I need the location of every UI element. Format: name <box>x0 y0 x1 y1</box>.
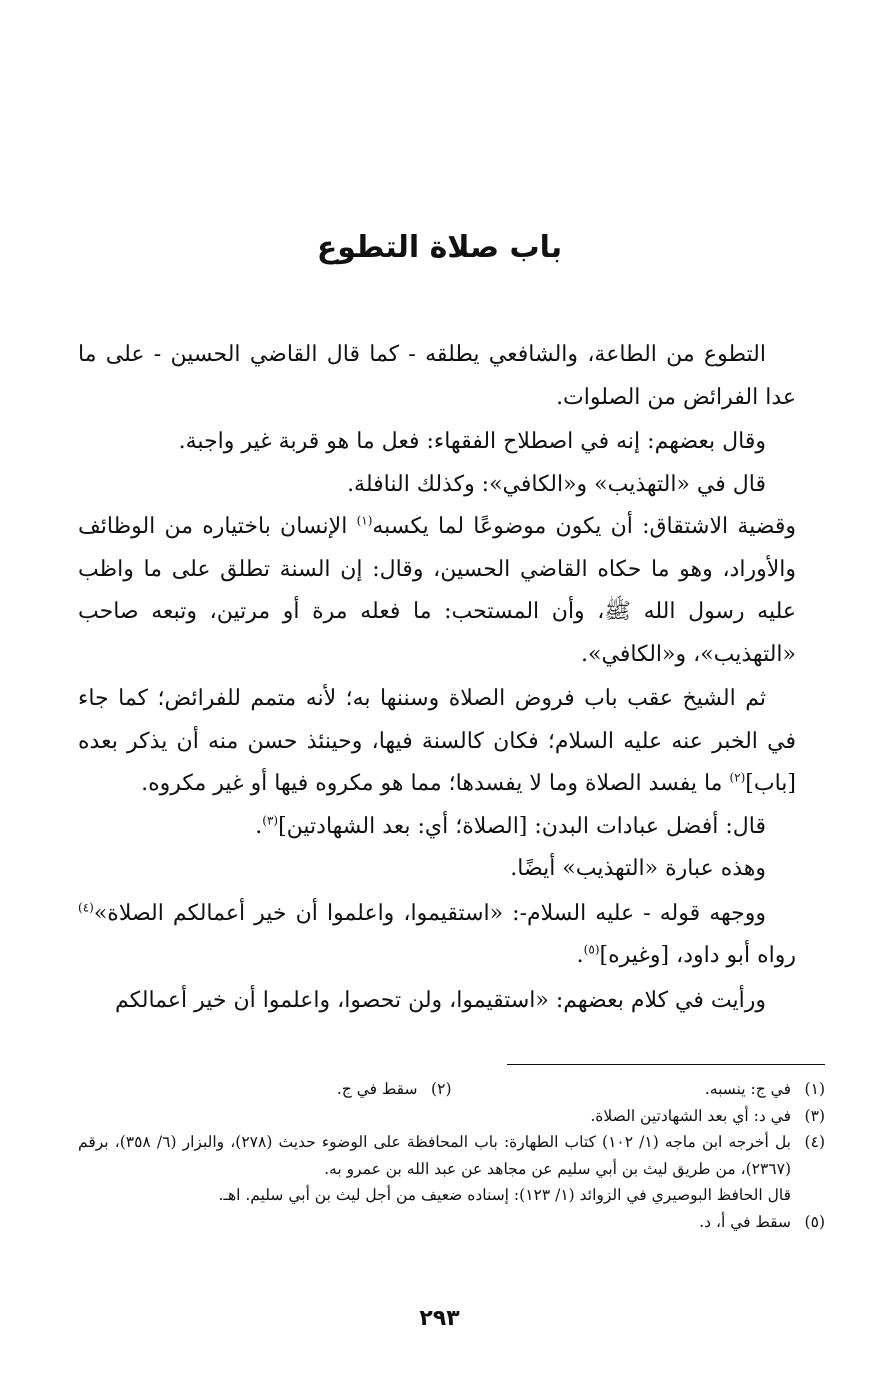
paragraph-4 <box>78 506 796 676</box>
footnote-5-number: (٥) <box>804 1212 825 1231</box>
footnote-divider <box>507 1064 825 1065</box>
paragraph-8-text-c: . <box>576 943 584 968</box>
footnote-ref-5: (٥) <box>583 942 600 957</box>
footnotes <box>78 1076 825 1235</box>
paragraph-6-text-b: . <box>255 813 263 839</box>
paragraph-5 <box>78 678 796 806</box>
footnote-1-number: (١) <box>804 1080 825 1098</box>
main-text <box>78 334 796 1022</box>
paragraph-5-text-a: ثم الشيخ عقب باب فروض الصلاة وسننها به؛ لأنه متمم للفرائض؛ كما جاء في الخبر عنه عليه السلام؛ فكان كالسنة فيها، وحينئذ حسن منه أن يذكر بعده [باب] <box>78 686 796 796</box>
paragraph-9: ورأيت في كلام بعضهم: «استقيموا، ولن تحصوا، واعلموا أن خير أعمالكم <box>114 987 766 1013</box>
paragraph-6 <box>78 806 796 849</box>
footnote-5-text: سقط في أ، د. <box>699 1212 791 1231</box>
page-number: ٢٩٣ <box>419 1306 460 1331</box>
footnote-ref-2: (٢) <box>729 770 746 785</box>
footnote-5 <box>78 1209 825 1236</box>
footnote-row-1-2 <box>78 1076 825 1103</box>
paragraph-8-text-a: ووجهه قوله - عليه السلام-: «استقيموا، واعلموا أن خير أعمالكم الصلاة» <box>93 900 766 926</box>
paragraph-3: قال في «التهذيب» و«الكافي»: وكذلك النافلة. <box>347 471 766 497</box>
footnote-4 <box>78 1129 825 1182</box>
footnote-2 <box>78 1076 452 1103</box>
chapter-title: باب صلاة التطوع <box>316 230 563 265</box>
paragraph-4-text-b: الإنسان باختياره من الوظائف والأوراد، وهو ما حكاه القاضي الحسين، وقال: إن السنة تطلق على ما واظب عليه رسول الله ﷺ، وأن المستحب: ما فعله مرة أو مرتين، وتبعه صاحب «التهذيب»، و«الكافي». <box>78 514 796 667</box>
footnote-3-number: (٣) <box>804 1106 825 1125</box>
paragraph-1: التطوع من الطاعة، والشافعي يطلقه - كما قال القاضي الحسين - على ما عدا الفرائض من الصلوات. <box>78 342 796 410</box>
footnote-ref-4: (٤) <box>78 900 94 915</box>
footnote-2-text: سقط في ج. <box>336 1080 418 1098</box>
footnote-ref-1: (١) <box>356 513 373 528</box>
paragraph-8 <box>78 893 796 978</box>
paragraph-6-text-a: قال: أفضل عبادات البدن: [الصلاة؛ أي: بعد الشهادتين] <box>278 813 766 839</box>
paragraph-4-text-a: وقضية الاشتقاق: أن يكون موضوعًا لما يكسبه <box>372 514 796 539</box>
footnote-3-text: في د: أي بعد الشهادتين الصلاة. <box>590 1106 791 1125</box>
paragraph-7: وهذه عبارة «التهذيب» أيضًا. <box>510 856 766 881</box>
paragraph-2: وقال بعضهم: إنه في اصطلاح الفقهاء: فعل ما هو قربة غير واجبة. <box>178 429 766 454</box>
footnote-ref-3: (٣) <box>262 813 279 828</box>
footnote-3 <box>78 1103 825 1130</box>
footnote-2-number: (٢) <box>431 1080 452 1098</box>
footnote-1-text: في ج: ينسبه. <box>704 1080 791 1098</box>
footnote-4-continuation: قال الحافظ البوصيري في الزوائد (١/ ١٢٣): إسناده ضعيف من أجل ليث بن أبي سليم. اهـ. <box>218 1186 791 1204</box>
paragraph-8-text-b: رواه أبو داود، [وغيره] <box>599 943 796 968</box>
paragraph-5-text-b: ما يفسد الصلاة وما لا يفسدها؛ مما هو مكروه فيها أو غير مكروه. <box>141 771 730 796</box>
footnote-1 <box>452 1076 826 1103</box>
footnote-4-text: بل أخرجه ابن ماجه (١/ ١٠٢) كتاب الطهارة: باب المحافظة على الوضوء حديث (٢٧٨)، والبزار (٦/ ٣٥٨)، برقم (٢٣٦٧)، من طريق ليث بن أبي سليم عن مجاهد عن عبد الله بن عمرو به. <box>78 1133 792 1178</box>
footnote-4-number: (٤) <box>804 1133 825 1151</box>
